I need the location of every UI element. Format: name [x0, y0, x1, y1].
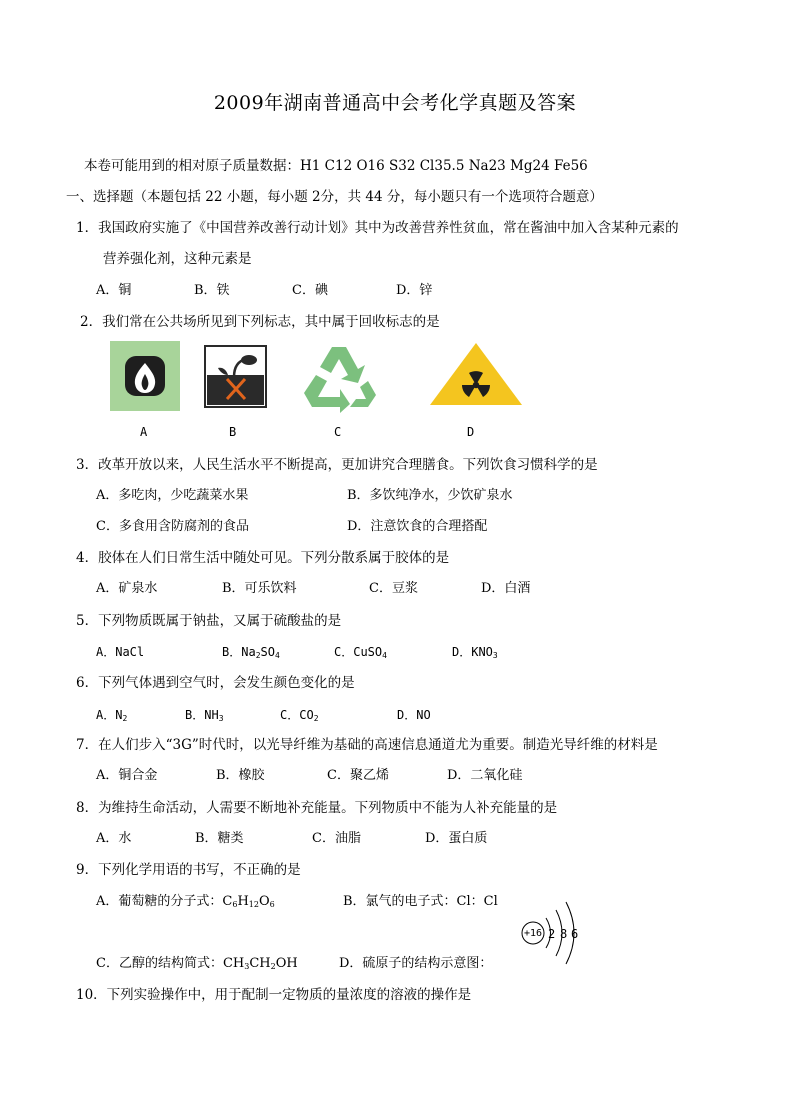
question-9-text: 9．下列化学用语的书写，不正确的是 [76, 862, 301, 878]
question-6-text: 6．下列气体遇到空气时，会发生颜色变化的是 [76, 675, 355, 691]
sulfur-shell-1: 2 [548, 927, 556, 941]
recycle-sign-icon [296, 341, 382, 413]
sulfur-shell-2: 8 [560, 927, 568, 941]
no-picking-sign-icon [204, 345, 267, 408]
q4-option-b: B．可乐饮料 [222, 581, 297, 596]
page-title: 2009年湖南普通高中会考化学真题及答案 [213, 92, 577, 114]
q7-option-b: B．橡胶 [216, 768, 265, 783]
question-7-text: 7．在人们步入“3G”时代时，以光导纤维为基础的高速信息通道尤为重要。制造光导纤维的材料是 [76, 737, 658, 753]
q5-option-a: A．NaCl [96, 645, 145, 659]
question-3-text: 3．改革开放以来，人民生活水平不断提高，更加讲究合理膳食。下列饮食习惯科学的是 [76, 457, 598, 473]
q3-option-d: D．注意饮食的合理搭配 [347, 519, 488, 534]
figure-label-b: B [229, 425, 237, 439]
q7-option-d: D．二氧化硅 [447, 768, 523, 783]
question-1-text-cont: 营养强化剂，这种元素是 [103, 251, 252, 267]
q4-option-a: A．矿泉水 [96, 581, 158, 596]
q8-option-a: A．水 [96, 831, 132, 846]
q8-option-c: C．油脂 [312, 831, 361, 846]
q6-option-b: B．$NH_3$ [185, 708, 224, 723]
q1-option-c: C．碘 [292, 283, 328, 298]
q9-option-a: A．葡萄糖的分子式：$C_6H_{12}O_6$ [96, 894, 275, 909]
q9-option-b: B．氯气的电子式：Cl：Cl [343, 894, 498, 909]
q5-option-b: B．$Na_2SO_4$ [222, 645, 280, 660]
atomic-mass-note: 本卷可能用到的相对原子质量数据：H1 C12 O16 S32 Cl35.5 Na23 Mg24 Fe56 [84, 158, 588, 174]
figure-label-c: C [334, 425, 342, 439]
sulfur-shell-3: 6 [571, 927, 579, 941]
figure-label-a: A [140, 425, 148, 439]
q1-option-a: A．铜 [96, 283, 132, 298]
question-2-text: 2．我们常在公共场所见到下列标志，其中属于回收标志的是 [80, 314, 440, 330]
q1-option-b: B．铁 [194, 283, 230, 298]
q1-option-d: D．锌 [396, 283, 433, 298]
q8-option-b: B．糖类 [195, 831, 244, 846]
q9-option-c: C．乙醇的结构简式：$CH_3CH_2OH$ [96, 956, 298, 971]
q7-option-c: C．聚乙烯 [327, 768, 389, 783]
q8-option-d: D．蛋白质 [425, 831, 488, 846]
q7-option-a: A．铜合金 [96, 768, 158, 783]
q4-option-c: C．豆浆 [369, 581, 418, 596]
question-8-text: 8．为维持生命活动，人需要不断地补充能量。下列物质中不能为人补充能量的是 [76, 800, 558, 816]
q3-option-c: C．多食用含防腐剂的食品 [96, 519, 249, 534]
question-10-text: 10．下列实验操作中，用于配制一定物质的量浓度的溶液的操作是 [76, 987, 472, 1003]
q6-option-c: C．$CO_2$ [280, 708, 319, 723]
radiation-sign-icon [428, 341, 524, 407]
figure-label-d: D [467, 425, 475, 439]
q6-option-d: D．NO [397, 708, 431, 722]
question-4-text: 4．胶体在人们日常生活中随处可见。下列分散系属于胶体的是 [76, 550, 450, 566]
q5-option-d: D．$KNO_3$ [452, 645, 498, 660]
q9-option-d: D．硫原子的结构示意图： [339, 956, 493, 971]
question-5-text: 5．下列物质既属于钠盐，又属于硫酸盐的是 [76, 613, 342, 629]
sulfur-nucleus-charge: +16 [524, 928, 543, 939]
q6-option-a: A．$N_2$ [96, 708, 128, 723]
question-1-text: 1．我国政府实施了《中国营养改善行动计划》其中为改善营养性贫血，常在酱油中加入含某种元素的 [76, 220, 679, 236]
section-heading: 一、选择题（本题包括 22 小题，每小题 2分，共 44 分，每小题只有一个选项符合题意） [66, 189, 603, 205]
flammable-sign-icon [110, 341, 180, 411]
q5-option-c: C．CuSO$_4$ [334, 645, 387, 660]
q4-option-d: D．白酒 [481, 581, 531, 596]
q3-option-a: A．多吃肉，少吃蔬菜水果 [96, 488, 249, 503]
q3-option-b: B．多饮纯净水，少饮矿泉水 [347, 488, 513, 503]
